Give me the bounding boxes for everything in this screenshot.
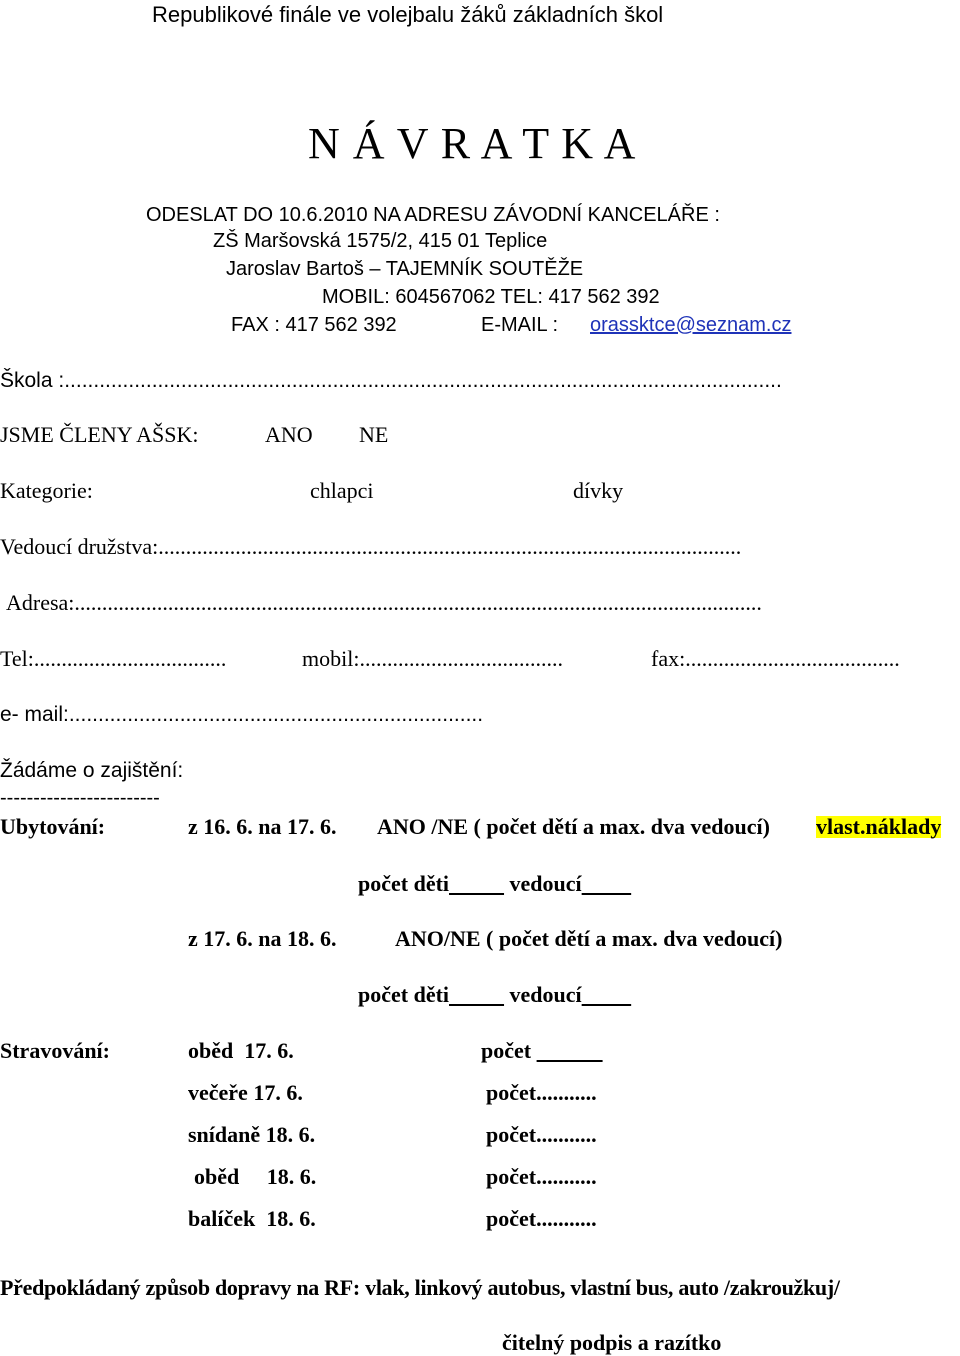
meal-count-field[interactable] [486,1124,597,1146]
leaders-count-label: vedoucí [509,871,582,896]
leaders-count-label: vedoucí [509,982,582,1007]
send-instruction: ODESLAT DO 10.6.2010 NA ADRESU ZÁVODNÍ KANCELÁŘE : [146,204,720,226]
leaders-count-blank[interactable] [582,982,632,1007]
members-no-option[interactable]: NE [359,422,389,447]
children-count-label: počet děti [358,871,450,896]
mobile-field[interactable]: mobil:..................................... [302,646,563,671]
night1-option[interactable]: ANO /NE ( počet dětí a max. dva vedoucí) [377,814,770,839]
meal-count-dots[interactable]: ........... [536,1206,597,1231]
category-label: Kategorie: [0,478,93,503]
meal-count-label: počet [486,1164,537,1189]
office-address: ZŠ Maršovská 1575/2, 415 01 Teplice [213,230,548,252]
meal-count-label: počet [486,1122,537,1147]
meal-count-blank[interactable] [537,1038,603,1063]
meal-count-dots[interactable]: ........... [536,1122,597,1147]
members-label: JSME ČLENY AŠSK: [0,422,199,447]
meal-count-field[interactable] [486,1166,597,1188]
night2-option[interactable]: ANO/NE ( počet dětí a max. dva vedoucí) [395,926,783,951]
event-title: Republikové finále ve volejbalu žáků základních škol [152,2,664,27]
request-heading: Žádáme o zajištění: [0,759,184,782]
meal-count-label: počet [486,1080,537,1105]
tel-field[interactable]: Tel:................................... [0,646,227,671]
leaders-count-blank[interactable] [582,871,632,896]
members-yes-option[interactable]: ANO [265,422,313,447]
category-girls-option[interactable]: dívky [573,478,624,503]
team-leader-field[interactable]: Vedoucí družstva:.......................................................................................................... [0,534,742,559]
school-field[interactable]: Škola :........................................................................................................................... [0,369,782,392]
meal-item-name: oběd 17. 6. [188,1038,294,1063]
meals-label: Stravování: [0,1038,110,1063]
meal-count-dots[interactable]: ........... [536,1164,597,1189]
children-count-blank[interactable] [449,871,504,896]
fax-number: FAX : 417 562 392 [231,314,397,336]
children-count-label: počet děti [358,982,450,1007]
signature-line: čitelný podpis a razítko [502,1330,722,1355]
address-field[interactable]: Adresa:............................................................................................................................. [6,590,762,615]
night2-children-count[interactable] [358,984,631,1006]
transport-choice[interactable]: Předpokládaný způsob dopravy na RF: vlak, linkový autobus, vlastní bus, auto /zakroužkuj/ [0,1275,840,1300]
children-count-blank[interactable] [449,982,504,1007]
accommodation-label: Ubytování: [0,814,106,839]
phone-numbers: MOBIL: 604567062 TEL: 417 562 392 [322,286,660,308]
meal-item-name: večeře 17. 6. [188,1080,303,1105]
email-link[interactable]: orassktce@seznam.cz [590,314,792,336]
meal-count-label: počet [481,1038,532,1063]
form-title: N Á V R A T K A [308,119,637,168]
meal-count-label: počet [486,1206,537,1231]
request-heading-rule: ------------------------ [0,787,160,809]
category-boys-option[interactable]: chlapci [310,478,374,503]
night1-date: z 16. 6. na 17. 6. [188,814,337,839]
fax-field[interactable]: fax:....................................... [651,646,900,671]
email-label: E-MAIL : [481,314,559,336]
email-field[interactable]: e- mail:....................................................................... [0,703,484,726]
meal-item-name: snídaně 18. 6. [188,1122,316,1147]
meal-item-name: oběd 18. 6. [194,1164,317,1189]
competition-secretary: Jaroslav Bartoš – TAJEMNÍK SOUTĚŽE [226,258,584,280]
night1-own-costs: vlast.náklady [816,814,942,839]
night1-children-count[interactable] [358,873,631,895]
meal-count-field[interactable] [486,1082,597,1104]
meal-count-field[interactable] [481,1040,603,1062]
meal-item-name: balíček 18. 6. [188,1206,316,1231]
night2-date: z 17. 6. na 18. 6. [188,926,337,951]
meal-count-field[interactable] [486,1208,597,1230]
meal-count-dots[interactable]: ........... [536,1080,597,1105]
